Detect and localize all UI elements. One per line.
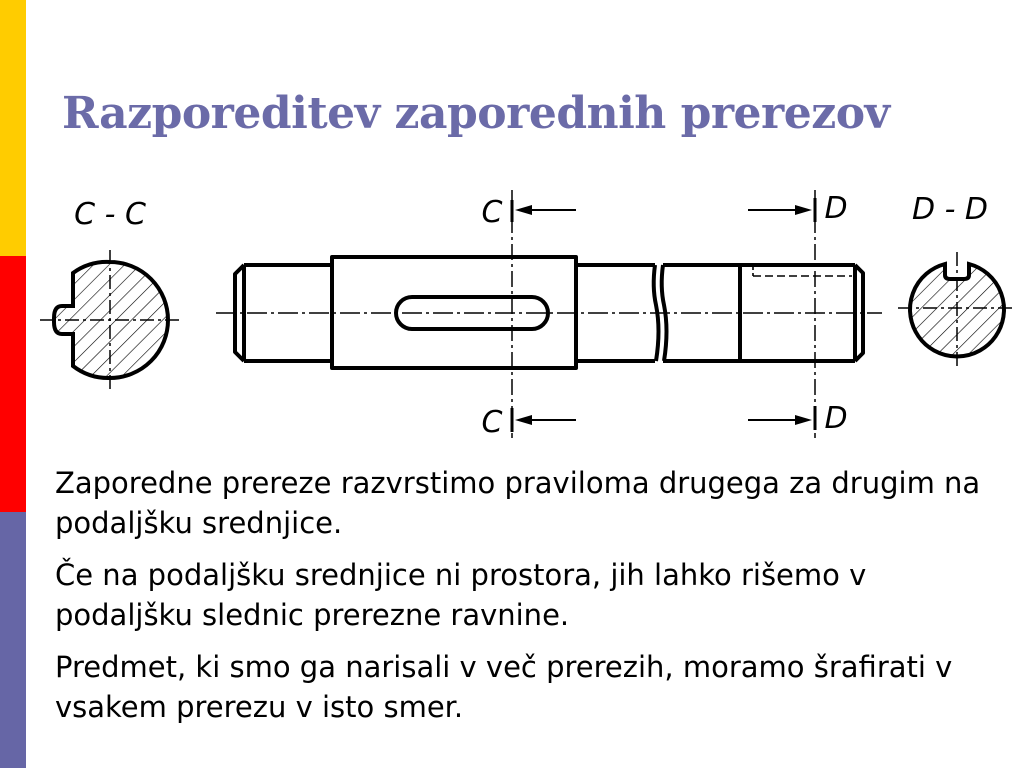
cut-c-top-label: C [481, 195, 503, 230]
cut-line-c [512, 190, 576, 438]
cut-line-d [748, 190, 815, 438]
cut-d-bottom-label: D [824, 401, 848, 436]
accent-bar-red [0, 256, 26, 512]
cut-d-top-label: D [824, 191, 848, 226]
section-cc-label: C - C [74, 197, 146, 232]
section-dd [895, 252, 1016, 368]
section-cc [40, 250, 190, 392]
section-dd-label: D - D [911, 192, 989, 227]
accent-bar-blue [0, 512, 26, 768]
accent-bar-yellow [0, 0, 26, 256]
body-text [55, 463, 1005, 739]
technical-drawing [30, 182, 1024, 444]
slide-title: Razporeditev zaporednih prerezov [62, 88, 890, 139]
paragraph-2: Če na podaljšku srednjice ni prostora, jih lahko rišemo v podaljšku slednic prerezne ravnine. [55, 558, 867, 632]
cut-c-bottom-label: C [481, 405, 503, 440]
paragraph-1: Zaporedne prereze razvrstimo praviloma drugega za drugim na podaljšku srednjice. [55, 466, 981, 540]
paragraph-3: Predmet, ki smo ga narisali v več prerezih, moramo šrafirati v vsakem prerezu v isto smer. [55, 650, 953, 724]
